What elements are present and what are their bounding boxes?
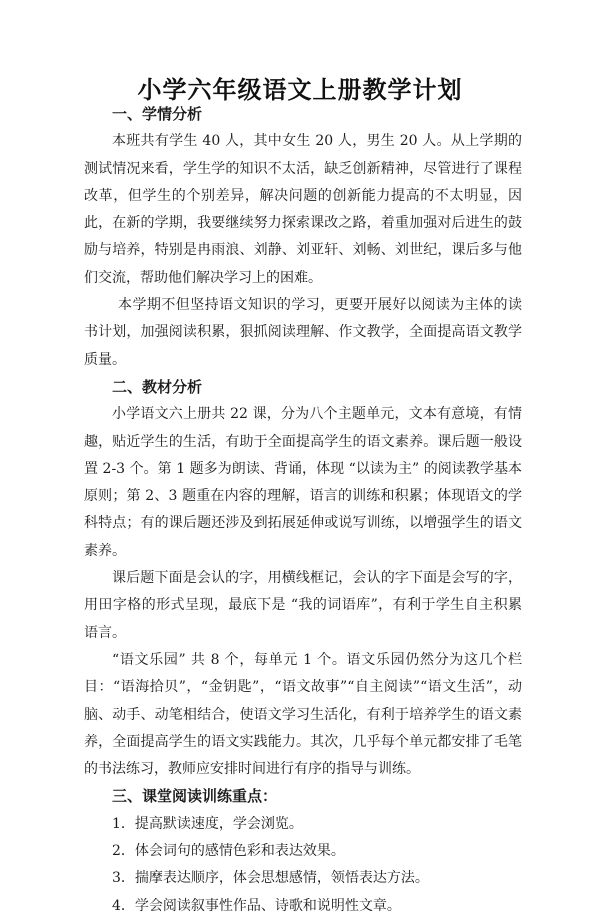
- paragraph-reading-plan: 本学期不但坚持语文知识的学习，更要开展好以阅读为主体的读书计划，加强阅读积累，狠抓阅读理解、作文教学，全面提高语文教学质量。: [84, 297, 522, 368]
- paragraph-chinese-garden: “语文乐园” 共 8 个，每单元 1 个。语文乐园仍然分为这几个栏目：“语海拾贝”，“金钥匙”，“语文故事”“自主阅读”“语文生活”，动脑、动手、动笔相结合，使语文学习生活化，有利于培养学生的语文素养，全面提高学生的语文实践能力。其次，几乎每个单元都安排了毛笔的书法练习，教师应安排时间进行有序的指导与训练。: [84, 651, 522, 778]
- list-item: 2．体会词句的感情色彩和表达效果。: [112, 843, 345, 860]
- list-item: 4．学会阅读叙事性作品、诗歌和说明性文章。: [112, 897, 401, 914]
- document-title: 小学六年级语文上册教学计划: [137, 76, 463, 104]
- paragraph-characters: 课后题下面是会认的字，用横线框记，会认的字下面是会写的字，用田字格的形式呈现，最底下是 “我的词语库”，有利于学生自主积累语言。: [84, 570, 522, 641]
- paragraph-textbook-overview: 小学语文六上册共 22 课，分为八个主题单元，文本有意境，有情趣，贴近学生的生活，有助于全面提高学生的语文素养。课后题一般设置 2-3 个。第 1 题多为朗读、背诵，体现 “以读为主” 的阅读教学基本原则；第 2、3 题重在内容的理解，语言的训练和积累；体现语文的学科特点；有的课后题还涉及到拓展延伸或说写训练，以增强学生的语文素养。: [84, 406, 522, 559]
- list-item: 1．提高默读速度，学会浏览。: [112, 815, 303, 832]
- document-body: [84, 101, 522, 920]
- paragraph-student-situation: 本班共有学生 40 人，其中女生 20 人，男生 20 人。从上学期的测试情况来看，学生学的知识不太活，缺乏创新精神，尽管进行了课程改革，但学生的个别差异，解决问题的创新能力提高的不太明显，因此，在新的学期，我要继续努力探索课改之路，着重加强对后进生的鼓励与培养，特别是冉雨浪、刘静、刘亚轩、刘畅、刘世纪，课后多与他们交流，帮助他们解决学习上的困难。: [84, 133, 522, 286]
- section-heading-student-analysis: 一、学情分析: [112, 105, 203, 123]
- section-heading-textbook-analysis: 二、教材分析: [112, 377, 203, 396]
- list-item: 3．揣摩表达顺序，体会思想感情，领悟表达方法。: [112, 870, 429, 887]
- section-heading-reading-focus: 三、课堂阅读训练重点：: [112, 787, 278, 806]
